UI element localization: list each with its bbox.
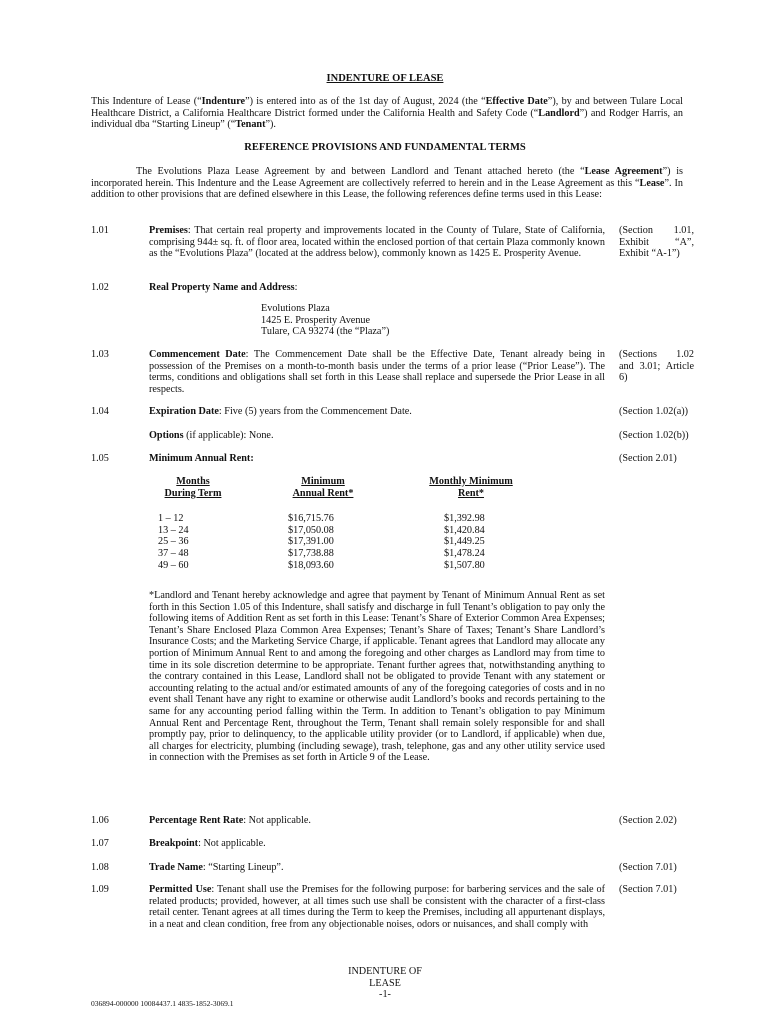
section-label: Percentage Rent Rate	[149, 815, 244, 826]
section-label: Breakpoint	[149, 838, 199, 849]
address-line: 1425 E. Prosperity Avenue	[261, 314, 371, 326]
intro-text: ”).	[265, 119, 276, 131]
column-header: Annual Rent*	[292, 487, 354, 499]
footer-title-line: LEASE	[369, 977, 401, 989]
table-cell: 25 – 36	[158, 536, 189, 548]
defined-term-effective-date: Effective Date	[485, 96, 548, 107]
table-cell: 1 – 12	[158, 513, 184, 525]
property-address	[261, 303, 389, 338]
table-cell: $1,478.24	[444, 547, 485, 559]
table-cell: $1,392.98	[444, 513, 485, 525]
defined-term-indenture: Indenture	[201, 96, 246, 107]
footer-title-line: INDENTURE OF	[348, 966, 422, 977]
section-property-address	[149, 282, 605, 294]
section-text: : Tenant shall use the Premises for the following purpose: for barbering services and the sale of related products; provided, however, at all times such use shall be consistent with the character of a first-class retail center. Tenant agrees at all times during the Term to keep the Premises, including all appurtenant displays, in a neat and clean condition, free from any objectionable noises, odors or nuisances, and shall comply with	[149, 884, 606, 930]
section-text: (if applicable): None.	[183, 430, 274, 441]
page-footer	[0, 966, 770, 1001]
defined-term-tenant: Tenant	[235, 119, 266, 131]
section-text: : Not applicable.	[243, 815, 311, 826]
ref-intro-text: The Evolutions Plaza Lease Agreement by and between Landlord and Tenant attached hereto (the “	[136, 166, 585, 177]
document-code: 036894-000000 10084437.1 4835-1852-3069.1	[91, 999, 234, 1008]
table-cell: $1,449.25	[444, 536, 485, 548]
table-cell: $17,738.88	[288, 547, 334, 559]
intro-text: ”) is entered into as of the 1st day of August, 2024 (the “	[245, 96, 486, 107]
section-reference: (Section 7.01)	[619, 884, 677, 895]
monthly-rent-column	[416, 476, 526, 571]
section-premises	[149, 225, 605, 260]
section-label: Minimum Annual Rent:	[149, 453, 254, 464]
section-text: : Five (5) years from the Commencement Date.	[218, 406, 412, 417]
section-label: Premises	[149, 225, 188, 236]
intro-text: ”), by and between Tulare Local Healthcare District, a California Healthcare District formed under the California Health and Safety Code (“	[91, 96, 684, 119]
section-number: 1.01	[91, 225, 109, 236]
section-label: Trade Name	[149, 862, 203, 873]
intro-paragraph	[91, 96, 683, 131]
section-label: Options	[149, 430, 184, 441]
section-reference: (Section 1.02(b))	[619, 430, 689, 441]
section-reference: (Section 1.01, Exhibit “A”, Exhibit “A-1”)	[619, 225, 694, 260]
months-column	[140, 476, 246, 571]
table-cell: 49 – 60	[158, 559, 189, 571]
section-text: : “Starting Lineup”.	[202, 862, 284, 873]
section-reference: (Section 2.01)	[619, 453, 677, 464]
table-cell: $17,391.00	[288, 536, 334, 548]
section-text: : The Commencement Date shall be the Effective Date, Tenant already being in possession of the Premises on a month-to-month basis under the terms of a prior lease (“Prior Lease”). The terms, conditions and obligations shall set forth in this Lease shall replace and supersede the Prior Lease in all respects.	[149, 349, 605, 395]
section-label: Expiration Date	[149, 406, 219, 417]
section-label: Commencement Date	[149, 349, 246, 360]
rent-footnote: *Landlord and Tenant hereby acknowledge and agree that payment by Tenant of Minimum Annual Rent as set forth in this Section 1.05 of this Indenture, shall satisfy and discharge in full Tenant’s obligation to pay only the following items of Addition Rent as set forth in this Lease: Tenant’s Share of Exterior Common Area Expenses; Tenant’s Share Enclosed Plaza Common Area Expenses; Tenant’s Share of Taxes; Tenant’s Share Landlord’s Insurance Costs; and the Marketing Service Charge, if applicable. Tenant agrees that Landlord may allocate any portion of Minimum Annual Rent to and among the foregoing and other charges as Landlord may from time to time in its sole discretion determine to be appropriate. Tenant further agrees that, notwithstanding anything to the contrary contained in this Lease, Landlord shall not be obligated to provide Tenant with any statement or accounting relating to the actual and/or estimated amounts of any of the foregoing categories of costs and in no event shall Tenant have any right to examine or otherwise audit Landlord’s books and records pertaining to the same for any accounting period falling within the Term. In addition to Tenant’s obligation to pay Minimum Annual Rent and Percentage Rent, throughout the Term, Tenant shall remain solely responsible for and shall promptly pay, prior to delinquency, to the applicable utility provider (or to Landlord, if applicable) when due, all charges for electricity, plumbing (including sewage), trash, telephone, gas and any other utility service used in connection with the Premises as set forth in Article 9 of the Lease.	[149, 590, 605, 764]
section-number: 1.03	[91, 349, 109, 360]
section-percentage-rent	[149, 815, 605, 827]
section-number: 1.02	[91, 282, 109, 293]
intro-text: ”) and Rodger Harris, an individual dba “Starting Lineup” (“	[91, 107, 683, 131]
table-cell: 37 – 48	[158, 547, 189, 559]
intro-text: This Indenture of Lease (“	[91, 96, 202, 107]
address-line: Tulare, CA 93274 (the “Plaza”)	[261, 326, 390, 338]
section-trade-name	[149, 862, 605, 874]
section-expiration-date	[149, 406, 605, 418]
section-text: : Not applicable.	[198, 838, 266, 849]
table-cell: $17,050.08	[288, 524, 334, 536]
address-line: Evolutions Plaza	[261, 303, 330, 314]
section-label: Real Property Name and Address	[149, 282, 295, 293]
section-number: 1.08	[91, 862, 109, 873]
annual-rent-column	[278, 476, 368, 571]
defined-term-landlord: Landlord	[538, 107, 580, 119]
table-cell: 13 – 24	[158, 524, 189, 536]
table-cell: $18,093.60	[288, 559, 334, 571]
defined-term-lease-agreement: Lease Agreement	[584, 166, 663, 177]
section-minimum-annual-rent	[149, 453, 605, 465]
section-reference: (Section 2.02)	[619, 815, 677, 826]
section-label: Permitted Use	[149, 884, 212, 895]
section-number: 1.07	[91, 838, 109, 849]
section-reference: (Section 7.01)	[619, 862, 677, 873]
section-number: 1.06	[91, 815, 109, 826]
section-commencement-date	[149, 349, 605, 395]
section-text: : That certain real property and improvements located in the County of Tulare, State of California, comprising 944± sq. ft. of floor area, located within the enclosed portion of that certain Plaza commonly known as the “Evolutions Plaza” (located at the address below), commonly known as 1425 E. Prosperity Avenue.	[149, 225, 605, 260]
column-values	[416, 513, 526, 571]
ref-intro-text: ”. In addition to other provisions that are defined elsewhere in this Lease, the following references define terms used in this Lease:	[91, 177, 683, 201]
table-cell: $16,715.76	[288, 513, 334, 525]
column-values	[278, 513, 368, 571]
section-number: 1.09	[91, 884, 109, 895]
section-number: 1.05	[91, 453, 109, 464]
reference-intro-paragraph	[91, 166, 683, 201]
ref-intro-text: ”) is incorporated herein. This Indenture and the Lease Agreement are collectively referred to herein and in the Lease Agreement as this “	[91, 166, 683, 189]
table-cell: $1,507.80	[444, 559, 485, 571]
defined-term-lease: Lease	[639, 177, 665, 189]
column-header: Months	[176, 476, 210, 487]
column-header: Rent*	[457, 487, 485, 499]
section-reference: (Sections 1.02 and 3.01; Article 6)	[619, 349, 694, 384]
section-text: :	[294, 282, 298, 293]
column-header: Monthly Minimum	[429, 476, 513, 487]
column-values	[140, 513, 246, 571]
section-number: 1.04	[91, 406, 109, 417]
section-reference: (Section 1.02(a))	[619, 406, 689, 417]
section-options	[149, 430, 605, 442]
section-breakpoint	[149, 838, 605, 850]
document-title: INDENTURE OF LEASE	[326, 73, 444, 84]
page-number: -1-	[379, 989, 391, 1001]
table-cell: $1,420.84	[444, 524, 485, 536]
column-header: During Term	[164, 487, 222, 499]
section-heading: REFERENCE PROVISIONS AND FUNDAMENTAL TERMS	[244, 142, 526, 153]
section-permitted-use	[149, 884, 605, 930]
column-header: Minimum	[301, 476, 345, 487]
